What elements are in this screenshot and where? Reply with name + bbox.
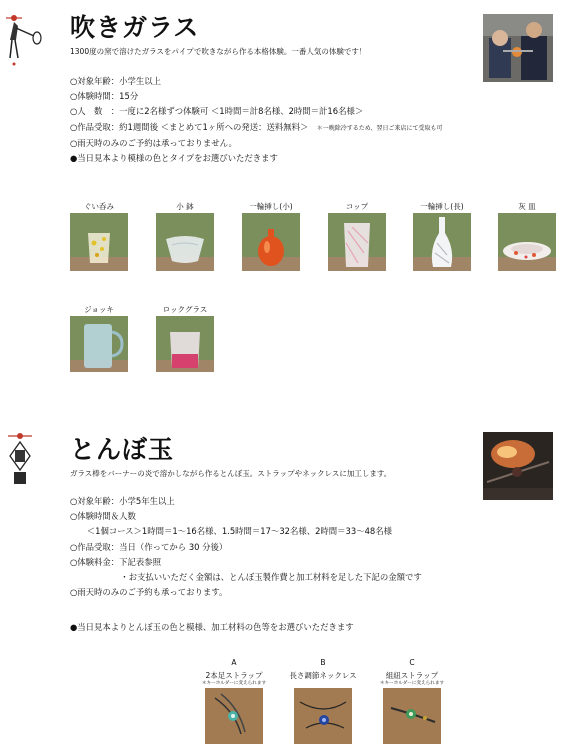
info-line: ○作品受取：約1週間後 ＜まとめて1ヶ所への発送：送料無料＞ ＊一晩除冷するため、翌日ご来店にて受取も可 [70,121,443,132]
glassblower-icon [4,10,46,66]
product-label: ジョッキ [84,305,114,314]
product-label: 一輪挿し(小) [249,202,293,211]
info-line: ○対象年齢：小学5年生以上 [70,496,175,506]
option-image-necklace [294,688,352,744]
option-image-braided-strap [383,688,441,744]
section2-choose-line: ●当日見本よりとんぼ玉の色と模様、加工材料の色等をお選びいただきます [70,622,354,632]
section2-title: とんぼ玉 [70,435,175,464]
option-letter: A [231,658,237,667]
product-image-rock-glass [156,316,214,372]
option-letter: B [320,658,326,667]
product-image-vase-small [242,213,300,271]
info-line: ＜1個コース＞1時間＝1～16名様、1.5時間＝17～32名様、2時間＝33～48名様 [70,526,392,537]
section1-subtitle: 1300度の窯で溶けたガラスをパイプで吹きながら作る本格体験。一番人気の体験です！ [70,47,367,56]
product-image-vase-long [413,213,471,271]
tombodama-icon [6,428,38,486]
product-image-kobachi [156,213,214,271]
product-label: ロックグラス [162,305,208,314]
product-image-jug [70,316,128,372]
product-label: 一輪挿し(長) [420,202,464,211]
info-line: ○人 数 ：一度に2名様ずつ体験可 ＜1時間＝計8名様、2時間＝計16名様＞ [70,106,364,117]
product-image-guinomi [70,213,128,271]
option-name: 2本足ストラップ [205,671,263,680]
option-name: 組紐ストラップ [385,671,439,680]
product-image-cup [328,213,386,271]
info-line: ○雨天時のみのご予約は承っておりません。 [70,137,237,148]
info-line: ○体験料金：下記表参照 [70,556,162,567]
product-label: 小 鉢 [176,202,194,211]
info-line: ○体験時間：15分 [70,91,139,102]
option-image-strap [205,688,263,744]
section2-subtitle: ガラス棒をバーナーの炎で溶かしながら作るとんぼ玉。ストラップやネックレスに加工します。 [70,469,392,478]
product-label: 灰 皿 [518,202,536,211]
product-label: コップ [345,202,369,211]
info-line: ○雨天時のみのご予約も承っております。 [70,587,228,598]
option-note: ＊キーホルダーに変えられます [379,681,445,686]
section2-photo [483,432,553,500]
info-line: ○作品受取：当日（作ってから 30 分後） [70,541,228,552]
option-letter: C [409,658,415,667]
info-line: ・お支払いいただく金額は、とんぼ玉製作費と加工材料を足した下記の金額です [70,572,422,583]
section2-info [70,494,422,600]
pickup-note: ＊一晩除冷するため、翌日ご来店にて受取も可 [316,124,443,132]
info-line: ○体験時間＆人数 [70,511,136,522]
product-image-ashtray [498,213,556,271]
option-name: 長さ調節ネックレス [289,671,357,680]
section1-title: 吹きガラス [70,13,200,42]
section1-photo [483,14,553,82]
section1-info [70,74,443,166]
option-note: ＊キーホルダーに変えられます [201,681,267,686]
info-line: ●当日見本より模様の色とタイプをお選びいただきます [70,153,278,164]
info-line: ○対象年齢：小学生以上 [70,76,162,86]
product-label: ぐい呑み [84,202,114,211]
